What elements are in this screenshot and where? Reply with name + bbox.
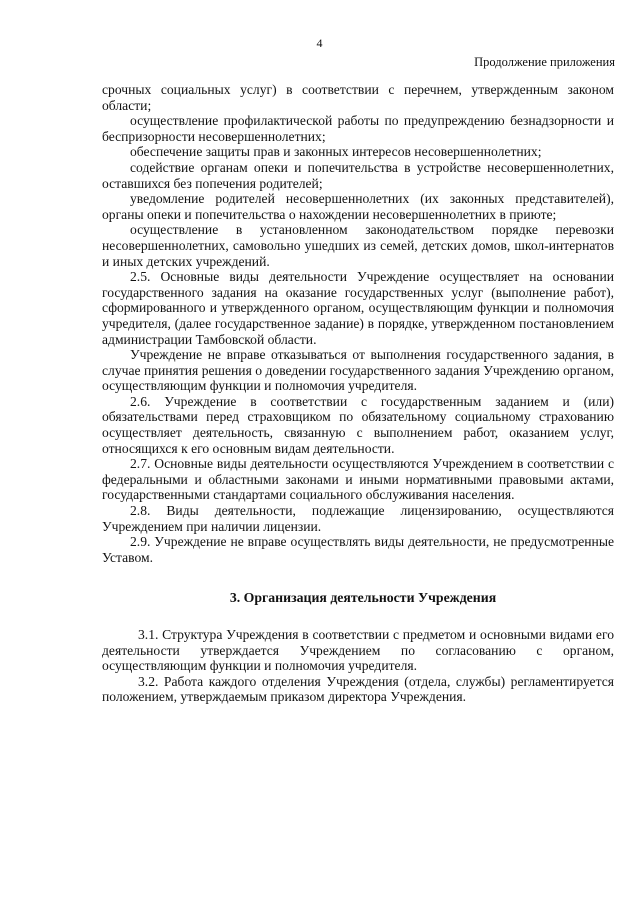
paragraph: обеспечение защиты прав и законных интересов несовершеннолетних; (130, 144, 542, 160)
paragraph: осуществление профилактической работы по предупреждению безнадзорности и беспризорности несовершеннолетних; (102, 113, 614, 144)
paragraph-2-5: 2.5. Основные виды деятельности Учреждение осуществляет на основании государственного задания на оказание государственных услуг (выполнение работ), сформированного и утвержденного органом, осуществляющим функции и полномочия учредителя, (далее государственное задание) в порядке, утвержденном постановлением администрации Тамбовской области. (102, 269, 614, 347)
paragraph-3-1: 3.1. Структура Учреждения в соответствии с предметом и основными видами его деятельности утверждается Учреждением по согласованию с органом, осуществляющим функции и полномочия учредителя. (102, 627, 614, 674)
page-number: 4 (316, 36, 323, 50)
paragraph: содействие органам опеки и попечительства в устройстве несовершеннолетних, оставшихся без попечения родителей; (102, 159, 614, 191)
paragraph-2-8: 2.8. Виды деятельности, подлежащие лицензированию, осуществляются Учреждением при наличии лицензии. (102, 503, 614, 534)
paragraph: уведомление родителей несовершеннолетних (их законных представителей), органы опеки и попечительства о нахождении несовершеннолетних в приюте; (102, 191, 614, 222)
paragraph-2-7: 2.7. Основные виды деятельности осуществляются Учреждением в соответствии с федеральными и областными законами и иными нормативными правовыми актами, государственными стандартами социального обслуживания населения. (102, 456, 614, 503)
paragraph-3-2: 3.2. Работа каждого отделения Учреждения (отдела, службы) регламентируется положением, утверждаемым приказом директора Учреждения. (102, 673, 614, 705)
paragraph-2-9: 2.9. Учреждение не вправе осуществлять виды деятельности, не предусмотренные Уставом. (102, 534, 614, 565)
document-body (102, 82, 614, 705)
paragraph: осуществление в установленном законодательством порядке перевозки несовершеннолетних, самовольно ушедших из семей, детских домов, школ-интернатов и иных детских учреждений. (102, 222, 614, 269)
running-head: Продолжение приложения (474, 55, 615, 69)
paragraph: Учреждение не вправе отказываться от выполнения государственного задания, в случае принятия решения о доведении государственного задания Учреждению органом, осуществляющим функции и полномочия учредителя. (102, 347, 614, 394)
paragraph-continuation: срочных социальных услуг) в соответствии с перечнем, утвержденным законом области; (102, 82, 614, 113)
section-heading: 3. Организация деятельности Учреждения (229, 590, 497, 606)
paragraph-2-6: 2.6. Учреждение в соответствии с государственным заданием и (или) обязательствами перед страховщиком по обязательному социальному страхованию осуществляет деятельность, связанную с выполнением работ, оказанием услуг, относящихся к его основным видам деятельности. (102, 393, 614, 456)
